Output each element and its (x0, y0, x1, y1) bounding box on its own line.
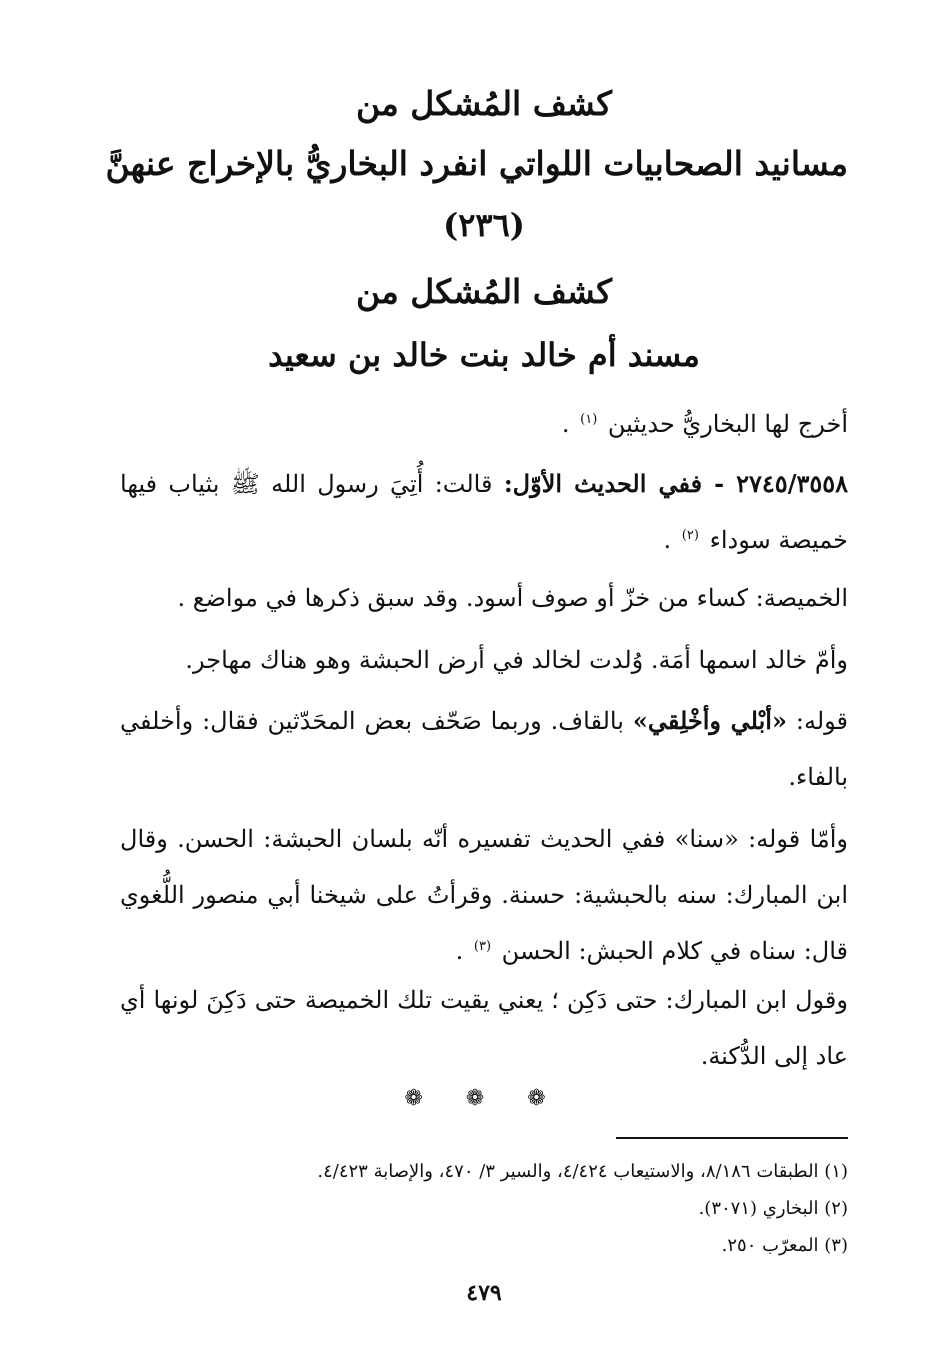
dakin-paragraph: وقول ابن المبارك: حتى دَكِن ؛ يعني يقيت تلك الخميصة حتى دَكِنَ لونها أي عاد إلى الدُّكنة. (120, 986, 848, 1070)
subtitle: كشف المُشكل من (355, 272, 613, 311)
abli-paragraph (120, 693, 848, 805)
hadith-number: ٢٧٤٥/٣٥٥٨ - ففي الحديث الأوّل: (503, 469, 849, 498)
page (105, 0, 849, 1368)
hadith-text: قالت: أُتِيَ رسول الله ﷺ بثياب فيها خميصة سوداء (120, 470, 848, 554)
umm-khalid-paragraph: وأمّ خالد اسمها أمَة. وُلدت لخالد في أرض الحبشة وهو هناك مهاجر. (185, 646, 848, 674)
footnote-ref-2: (٢) (681, 528, 699, 543)
hadith-end: . (663, 526, 672, 554)
book-title: كشف المُشكل من (355, 84, 613, 123)
abli-quote: «أبْلي وأخْلِقي» (632, 706, 787, 735)
khamisa-paragraph: الخميصة: كساء من خزّ أو صوف أسود. وقد سبق ذكرها في مواضع . (177, 584, 848, 612)
section-title: مسانيد الصحابيات اللواتي انفرد البخاريُّ بالإخراج عنهنَّ (105, 144, 848, 183)
footnote-3: (٣) المعرّب ٢٥٠. (721, 1235, 848, 1256)
sana-end: . (455, 937, 464, 965)
section-number: (٢٣٦) (443, 206, 525, 244)
footnote-1: (١) الطبقات ٨/١٨٦، والاستيعاب ٤/٤٢٤، والسير ٣/ ٤٧٠، والإصابة ٤/٤٢٣. (317, 1161, 848, 1182)
musnad-title: مسند أم خالد بنت خالد بن سعيد (268, 336, 700, 374)
footnote-separator (616, 1137, 848, 1139)
intro-text: أخرج لها البخاريُّ حديثين (607, 410, 848, 438)
footnote-ref-3: (٣) (473, 939, 492, 954)
footnote-2: (٢) البخاري (٣٠٧١). (698, 1198, 848, 1219)
section-ornaments: ❁ ❁ ❁ (404, 1086, 564, 1111)
abli-lead: قوله: (795, 707, 849, 735)
abli-text: بالقاف. وربما صَحّف بعض المحَدّثين فقال: وأخلفي بالفاء. (120, 707, 848, 791)
footnote-ref-1: (١) (580, 412, 598, 427)
page-number: ٤٧٩ (466, 1280, 502, 1306)
hadith-paragraph (120, 456, 848, 568)
intro-end: . (561, 410, 570, 438)
sana-text: وأمّا قوله: «سنا» ففي الحديث تفسيره أنّه بلسان الحبشة: الحسن. وقال ابن المبارك: سنه بالحبشية: حسنة. وقرأتُ على شيخنا أبي منصور اللُّغوي قال: سناه في كلام الحبش: الحسن (120, 825, 848, 965)
intro-paragraph (120, 396, 848, 452)
sana-paragraph (120, 811, 848, 979)
